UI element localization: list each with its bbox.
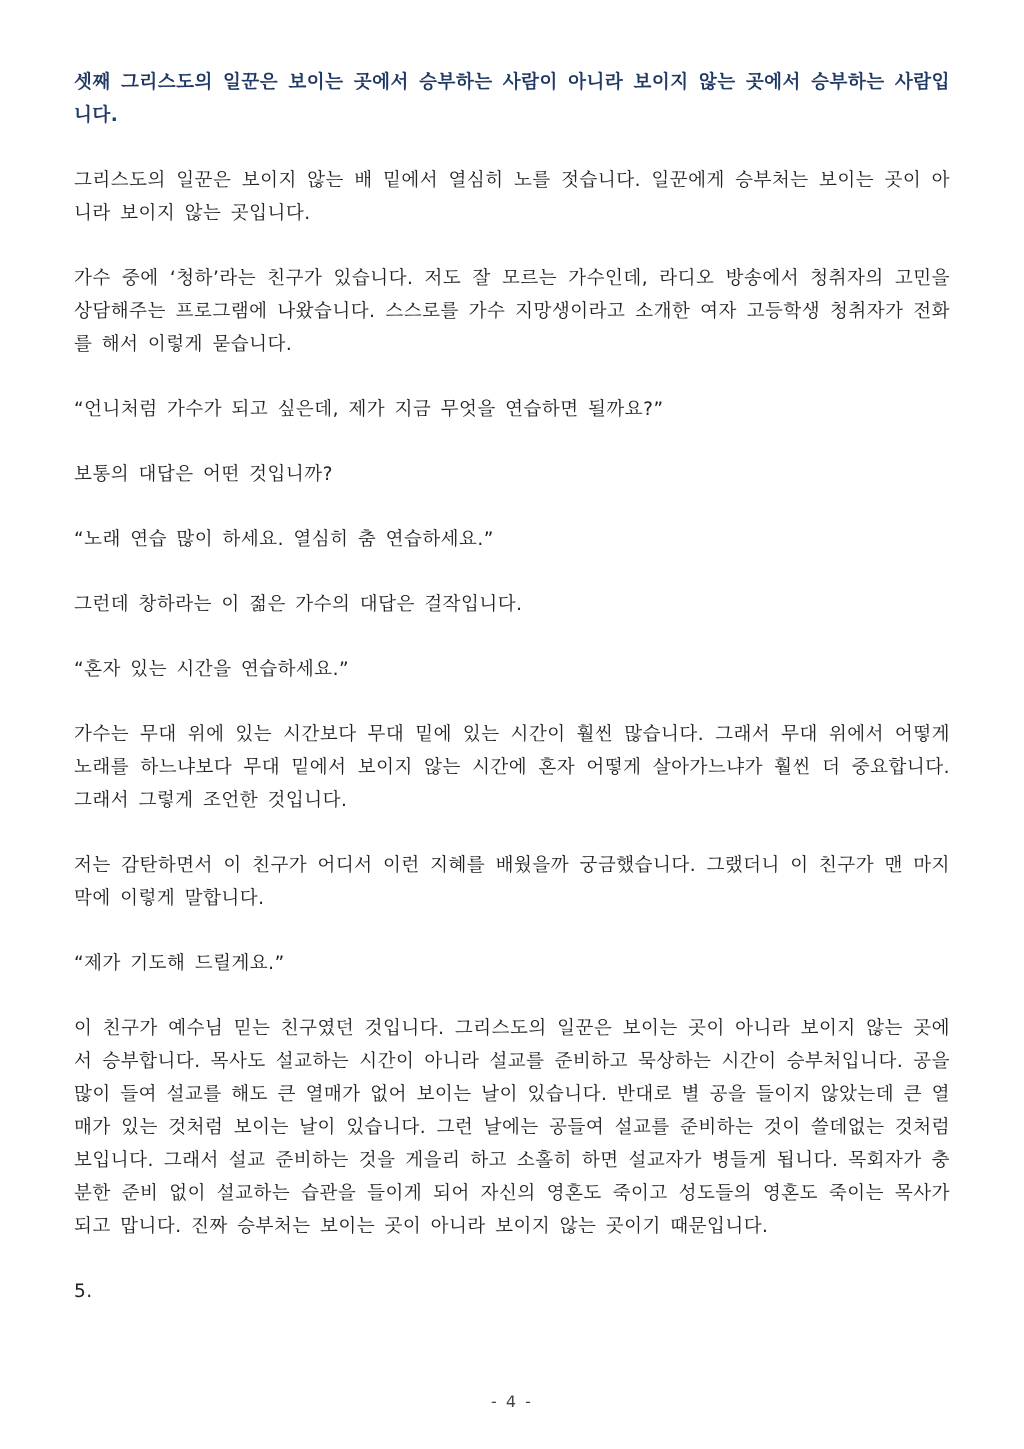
- paragraph: 이 친구가 예수님 믿는 친구였던 것입니다. 그리스도의 일꾼은 보이는 곳이 아니라 보이지 않는 곳에서 승부합니다. 목사도 설교하는 시간이 아니라 설교를 준비하고 묵상하는 시간이 승부처입니다. 공을 많이 들여 설교를 해도 큰 열매가 없어 보이는 날이 있습니다. 반대로 별 공을 들이지 않았는데 큰 열매가 있는 것처럼 보이는 날이 있습니다. 그런 날에는 공들여 설교를 준비하는 것이 쓸데없는 것처럼 보입니다. 그래서 설교 준비하는 것을 게을리 하고 소홀히 하면 설교자가 병들게 됩니다. 목회자가 충분한 준비 없이 설교하는 습관을 들이게 되어 자신의 영혼도 죽이고 성도들의 영혼도 죽이는 목사가 되고 맙니다. 진짜 승부처는 보이는 곳이 아니라 보이지 않는 곳이기 때문입니다.: [74, 1018, 950, 1237]
- quote-paragraph: “언니처럼 가수가 되고 싶은데, 제가 지금 무엇을 연습하면 될까요?”: [74, 399, 664, 420]
- document-body: [74, 66, 950, 1340]
- quote-paragraph: “제가 기도해 드릴게요.”: [74, 953, 285, 974]
- quote-paragraph: “혼자 있는 시간을 연습하세요.”: [74, 659, 350, 680]
- section-heading: 셋째 그리스도의 일꾼은 보이는 곳에서 승부하는 사람이 아니라 보이지 않는 곳에서 승부하는 사람입니다.: [74, 72, 950, 126]
- paragraph: 그런데 창하라는 이 젊은 가수의 대답은 걸작입니다.: [74, 594, 523, 615]
- quote-paragraph: “노래 연습 많이 하세요. 열심히 춤 연습하세요.”: [74, 529, 494, 550]
- paragraph: 가수는 무대 위에 있는 시간보다 무대 밑에 있는 시간이 훨씬 많습니다. 그래서 무대 위에서 어떻게 노래를 하느냐보다 무대 밑에서 보이지 않는 시간에 혼자 어떻게 살아가느냐가 훨씬 더 중요합니다. 그래서 그렇게 조언한 것입니다.: [74, 724, 950, 811]
- paragraph: 그리스도의 일꾼은 보이지 않는 배 밑에서 열심히 노를 젓습니다. 일꾼에게 승부처는 보이는 곳이 아니라 보이지 않는 곳입니다.: [74, 170, 950, 224]
- section-number: 5.: [74, 1281, 93, 1302]
- paragraph: 가수 중에 ‘청하’라는 친구가 있습니다. 저도 잘 모르는 가수인데, 라디오 방송에서 청취자의 고민을 상담해주는 프로그램에 나왔습니다. 스스로를 가수 지망생이라고 소개한 여자 고등학생 청취자가 전화를 해서 이렇게 묻습니다.: [74, 268, 950, 355]
- page-number: - 4 -: [491, 1392, 533, 1411]
- paragraph: 저는 감탄하면서 이 친구가 어디서 이런 지혜를 배웠을까 궁금했습니다. 그랬더니 이 친구가 맨 마지막에 이렇게 말합니다.: [74, 855, 950, 909]
- paragraph: 보통의 대답은 어떤 것입니까?: [74, 464, 333, 485]
